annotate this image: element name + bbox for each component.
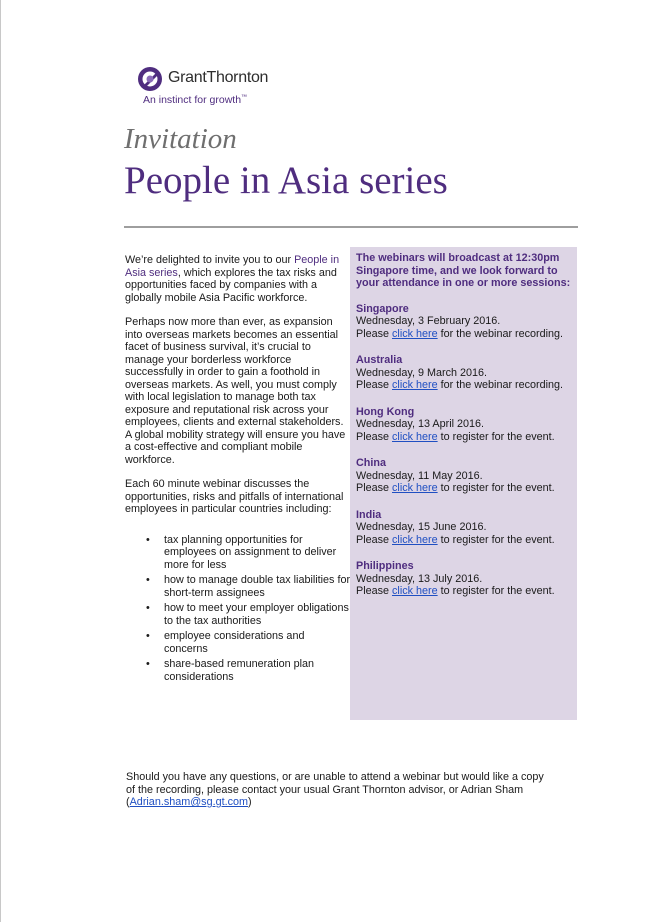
session-city: Hong Kong [356,405,415,418]
grant-thornton-logo [137,66,297,110]
topics-list [125,534,351,684]
click-here-link[interactable]: click here [392,533,438,546]
left-column [125,254,351,686]
brand-name: GrantThornton [168,69,269,86]
session-city: Australia [356,354,403,366]
click-here-link[interactable]: click here [392,430,438,443]
session-date: Wednesday, 15 June 2016. [356,521,487,533]
session-date: Wednesday, 13 April 2016. [356,418,485,430]
list-item: • how to meet your employer obligations to the tax authorities [164,602,351,627]
session-india [356,509,571,547]
session-date: Wednesday, 9 March 2016. [356,366,488,379]
contact-footer: Should you have any questions, or are unable to attend a webinar but would like a copy of the recording, please contact your usual Grant Thornton advisor, or Adrian Sham (Adrian.sham@sg.gt.com) [126,771,544,808]
list-item: • share-based remuneration plan considerations [164,658,351,683]
click-here-link[interactable]: click here [392,327,438,340]
page-title: People in Asia series [124,159,448,202]
session-singapore [356,303,571,341]
session-action: Please click here for the webinar recording. [356,379,564,391]
sessions-panel [350,247,577,720]
click-here-link[interactable]: click here [392,585,438,597]
brand-tagline: An instinct for growth™ [143,94,248,106]
list-item: • employee considerations and concerns [164,630,351,655]
session-city: Philippines [356,560,414,572]
session-action: Please click here to register for the event. [356,585,555,597]
contact-email-link[interactable]: Adrian.sham@sg.gt.com [129,796,248,808]
session-action: Please click here for the webinar recording. [356,327,564,340]
session-action: Please click here to register for the event. [356,533,555,546]
list-item: • how to manage double tax liabilities for short-term assignees [164,574,351,599]
session-action: Please click here to register for the event. [356,430,555,443]
title-divider [124,226,578,228]
series-highlight: People in Asia series [125,254,340,279]
session-date: Wednesday, 3 February 2016. [356,315,501,327]
sessions-intro: The webinars will broadcast at 12:30pm Singapore time, and we look forward to your attendance in one or more sessions: [356,252,571,289]
intro-paragraph: We’re delighted to invite you to our People in Asia series, which explores the tax risks and opportunities faced by companies with a globally mobile Asia Pacific workforce. [125,254,340,304]
brand-mark-icon [137,66,163,92]
session-date: Wednesday, 11 May 2016. [356,469,483,482]
session-china [356,457,571,495]
list-item: • tax planning opportunities for employees on assignment to deliver more for less [164,534,351,572]
session-philippines [356,560,571,598]
click-here-link[interactable]: click here [392,482,438,494]
webinar-paragraph: Each 60 minute webinar discusses the opportunities, risks and pitfalls of international employees in particular countries including: [125,478,344,515]
session-action: Please click here to register for the event. [356,482,555,494]
invitation-label: Invitation [124,123,237,155]
session-city: Singapore [356,302,409,315]
session-city: China [356,457,386,469]
context-paragraph: Perhaps now more than ever, as expansion into overseas markets becomes an essential facet of business survival, it’s crucial to manage your borderless workforce successfully in order to gain a foothold in overseas markets. As well, you must comply with local legislation to manage both tax exposure and reputational risk across your employees, clients and external stakeholders. A global mobility strategy will ensure you have a cost-effective and compliant mobile workforce. [125,316,346,466]
session-australia [356,354,571,392]
session-date: Wednesday, 13 July 2016. [356,572,483,585]
page-edge [0,0,1,922]
session-city: India [356,508,382,521]
session-hong-kong [356,406,571,444]
click-here-link[interactable]: click here [392,379,438,391]
